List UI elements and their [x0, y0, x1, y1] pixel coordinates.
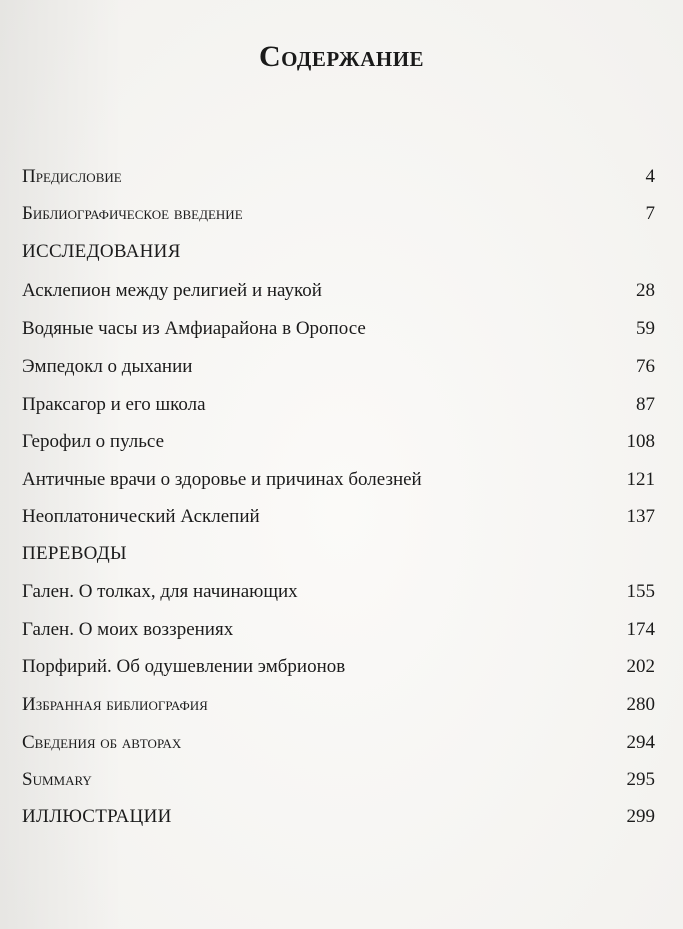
toc-entry-page: 59	[636, 318, 655, 339]
toc-entry-page: 4	[645, 166, 655, 187]
toc-entry-label: Водяные часы из Амфиарайона в Оропосе	[22, 318, 366, 339]
toc-entry-label: Порфирий. Об одушевлении эмбрионов	[22, 656, 346, 677]
toc-entry-page: 202	[626, 656, 655, 677]
toc-entry[interactable]	[22, 619, 655, 649]
toc-entry-label: Праксагор и его школа	[22, 394, 206, 415]
toc-entry-label: Summary	[22, 769, 92, 790]
toc-section-label: ИССЛЕДОВАНИЯ	[22, 241, 181, 262]
toc-entry-label: Античные врачи о здоровье и причинах болезней	[22, 469, 422, 490]
toc-entry[interactable]	[22, 280, 655, 310]
toc-entry[interactable]	[22, 469, 655, 499]
toc-entry-selected-bibliography[interactable]	[22, 694, 655, 724]
bleed-through-texture	[20, 0, 620, 180]
toc-section-research	[22, 241, 655, 271]
toc-entry-label: Гален. О толках, для начинающих	[22, 581, 298, 602]
toc-entry-page: 121	[626, 469, 655, 490]
toc-entry-label: Асклепион между религией и наукой	[22, 280, 322, 301]
toc-section-label: ПЕРЕВОДЫ	[22, 543, 127, 564]
toc-entry[interactable]	[22, 356, 655, 386]
toc-entry-label: Неоплатонический Асклепий	[22, 506, 260, 527]
toc-entry-label: Библиографическое введение	[22, 203, 243, 224]
toc-entry[interactable]	[22, 318, 655, 348]
toc-entry[interactable]	[22, 581, 655, 611]
toc-entry-label: Сведения об авторах	[22, 732, 182, 753]
toc-entry-page: 295	[626, 769, 655, 790]
toc-entry-page: 76	[636, 356, 655, 377]
toc-entry[interactable]	[22, 506, 655, 536]
toc-entry[interactable]	[22, 656, 655, 686]
toc-entry-summary[interactable]	[22, 769, 655, 799]
toc-entry-page: 155	[626, 581, 655, 602]
toc-entry-preface[interactable]	[22, 166, 655, 196]
toc-entry-page: 28	[636, 280, 655, 301]
toc-entry-page: 7	[645, 203, 655, 224]
toc-entry-page: 294	[626, 732, 655, 753]
toc-entry-bibliographic-intro[interactable]	[22, 203, 655, 233]
page-title: Содержание	[258, 40, 425, 73]
toc-entry-label: Предисловие	[22, 166, 122, 187]
toc-entry-illustrations[interactable]	[22, 806, 655, 836]
toc-entry[interactable]	[22, 431, 655, 461]
toc-entry-page: 174	[626, 619, 655, 640]
toc-entry-label: Избранная библиография	[22, 694, 208, 715]
toc-entry-page: 108	[626, 431, 655, 452]
toc-entry-page: 280	[626, 694, 655, 715]
toc-entry-page: 137	[626, 506, 655, 527]
toc-entry[interactable]	[22, 394, 655, 424]
toc-entry-page: 299	[626, 806, 655, 827]
toc-entry-about-authors[interactable]	[22, 732, 655, 762]
toc-entry-label: Гален. О моих воззрениях	[22, 619, 234, 640]
toc-section-translations	[22, 543, 655, 573]
toc-entry-page: 87	[636, 394, 655, 415]
toc-entry-label: Эмпедокл о дыхании	[22, 356, 193, 377]
toc-entry-label: ИЛЛЮСТРАЦИИ	[22, 806, 172, 827]
toc-entry-label: Герофил о пульсе	[22, 431, 165, 452]
